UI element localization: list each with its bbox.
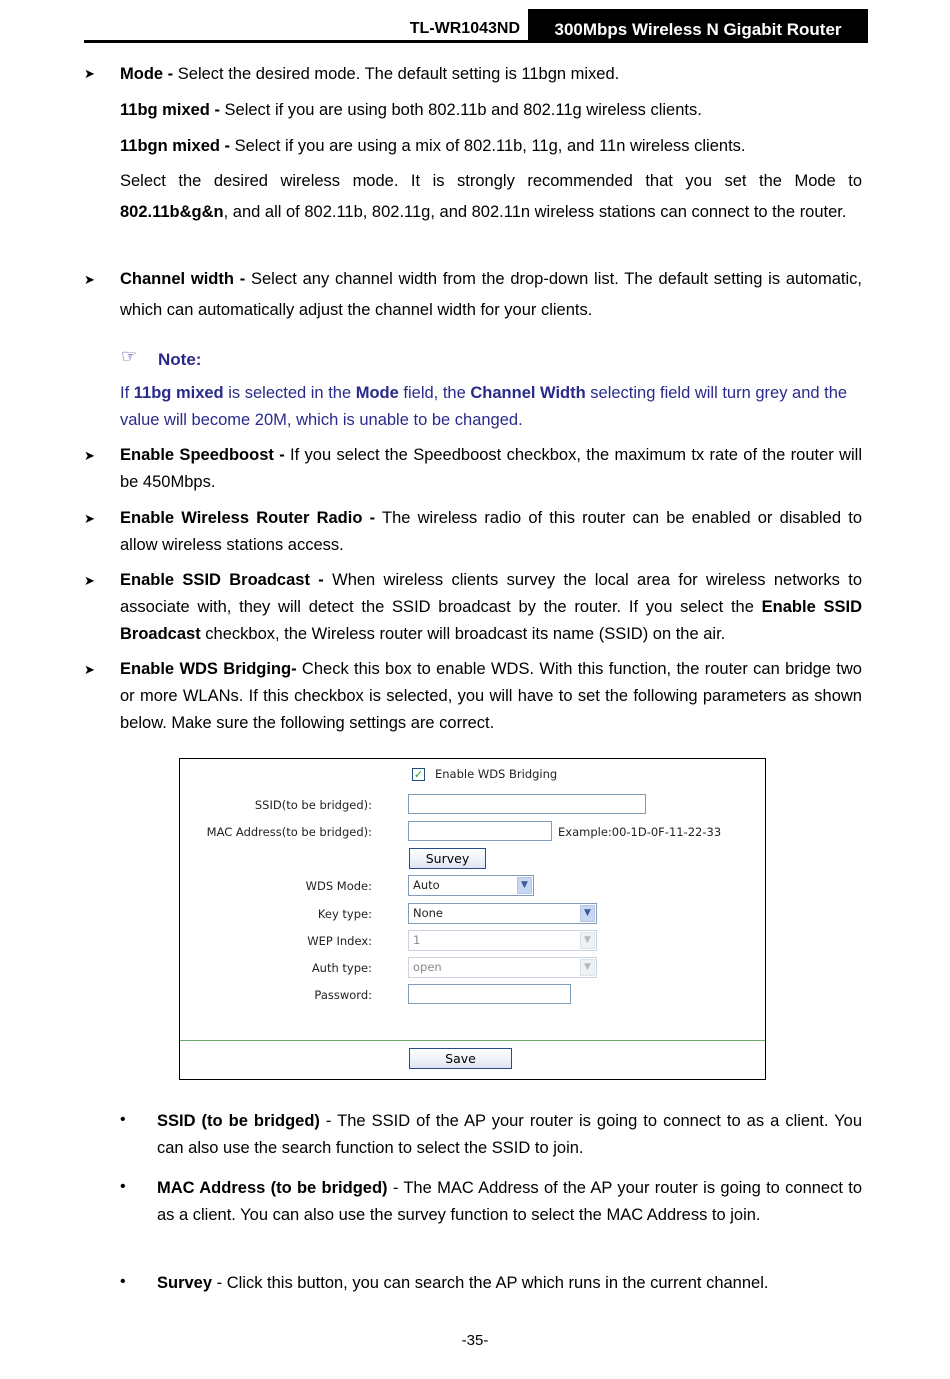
speedboost-paragraph [120,442,862,496]
chevron-down-icon: ▼ [580,905,595,922]
bullet-dot-icon: • [120,1111,126,1128]
ssid-label: SSID(to be bridged): [254,798,372,812]
ssid-bridged-paragraph [157,1108,862,1162]
note-t4: selecting field will turn grey and the value will become 20M, which is unable to be changed. [120,384,848,429]
save-button[interactable]: Save [409,1048,512,1069]
enable-wds-checkbox[interactable]: ✓ [413,768,424,781]
channel-width-text: Select any channel width from the drop-down list. The default setting is automatic, which can automatically adjust the channel width for your clients. [120,270,862,319]
mac-bridged-term: MAC Address (to be bridged) [157,1179,388,1197]
channel-width-paragraph [120,264,862,326]
ssid-broadcast-text2: checkbox, the Wireless router will broadcast its name (SSID) on the air. [200,625,726,643]
mode-rec-text2: , and all of 802.11b, 802.11g, and 802.11n wireless stations can connect to the router. [223,203,847,221]
auth-type-value: open [413,960,442,974]
wep-index-select[interactable] [408,930,597,951]
note-b3: Channel Width [470,384,586,402]
header-product: 300Mbps Wireless N Gigabit Router [528,9,868,40]
chevron-down-icon: ▼ [580,932,595,949]
bullet-arrow-icon: ➤ [84,573,95,588]
bullet-arrow-icon: ➤ [84,66,95,81]
radio-term: Enable Wireless Router Radio - [120,509,376,527]
wds-mode-label: WDS Mode: [305,879,372,893]
wds-paragraph [120,656,862,737]
ssid-broadcast-paragraph [120,567,862,648]
mode-11bg-paragraph [120,97,862,124]
bullet-dot-icon: • [120,1273,126,1290]
password-label: Password: [314,988,372,1002]
note-text [120,380,862,434]
mode-text: Select the desired mode. The default setting is 11bgn mixed. [173,65,620,83]
bullet-arrow-icon: ➤ [84,662,95,677]
wep-index-value: 1 [413,933,421,947]
mode-paragraph [120,61,862,88]
ssid-bridged-term: SSID (to be bridged) [157,1112,320,1130]
mac-example: Example:00-1D-0F-11-22-33 [558,825,722,839]
chevron-down-icon: ▼ [580,959,595,976]
bullet-arrow-icon: ➤ [84,448,95,463]
survey-paragraph [157,1270,862,1297]
mac-input[interactable] [408,821,552,841]
mode-11bgn-paragraph [120,133,862,160]
chevron-down-icon: ▼ [517,877,532,894]
mode-11bgn-term: 11bgn mixed - [120,137,231,155]
form-divider [180,1040,765,1041]
mac-bridged-text: - The MAC Address of the AP your router is going to connect to as a client. You can also use the survey function to select the MAC Address to join. [157,1179,862,1224]
page-number: -35- [461,1332,489,1349]
wds-mode-select[interactable] [408,875,534,896]
mode-recommendation [120,166,862,228]
key-type-value: None [413,906,444,920]
note-b2: Mode [355,384,399,402]
note-t3: field, the [398,384,471,402]
key-type-select[interactable] [408,903,597,924]
mac-bridged-paragraph [157,1175,862,1229]
wep-index-label: WEP Index: [307,934,372,948]
note-t2: is selected in the [223,384,356,402]
bullet-dot-icon: • [120,1178,126,1195]
auth-type-select[interactable] [408,957,597,978]
key-type-label: Key type: [317,907,372,921]
bullet-arrow-icon: ➤ [84,272,95,287]
mode-rec-bold: 802.11b&g&n [120,203,224,221]
wds-text: Check this box to enable WDS. With this function, the router can bridge two or more WLANs. If this checkbox is selected, you will have to set the following parameters as shown below. Make sure the following settings are correct. [120,660,862,732]
password-input[interactable] [408,984,571,1004]
wds-mode-value: Auto [413,878,440,892]
survey-button[interactable]: Survey [409,848,486,869]
mode-11bg-text: Select if you are using both 802.11b and 802.11g wireless clients. [219,101,702,119]
enable-wds-label: Enable WDS Bridging [435,767,558,781]
wds-term: Enable WDS Bridging- [120,660,297,678]
radio-paragraph [120,505,862,559]
ssid-bridged-text: - The SSID of the AP your router is going to connect to as a client. You can also use the search function to select the SSID to join. [157,1112,862,1157]
speedboost-text: If you select the Speedboost checkbox, the maximum tx rate of the router will be 450Mbps. [120,446,863,491]
ssid-broadcast-bold: Enable SSID Broadcast [120,598,862,643]
page-header [84,9,868,43]
channel-width-term: Channel width - [120,270,246,288]
wds-settings-screenshot [179,758,766,1080]
header-model: TL-WR1043ND [409,20,520,37]
pointing-hand-icon: ☞ [121,346,138,366]
bullet-arrow-icon: ➤ [84,511,95,526]
mode-11bg-term: 11bg mixed - [120,101,220,119]
auth-type-label: Auth type: [311,961,372,975]
mac-label: MAC Address(to be bridged): [206,825,372,839]
note-b1: 11bg mixed [133,384,224,402]
speedboost-term: Enable Speedboost - [120,446,285,464]
note-t1: If [120,384,134,402]
ssid-broadcast-text1: When wireless clients survey the local area for wireless networks to associate with, they will detect the SSID broadcast by the router. If you select the [120,571,862,616]
mode-rec-text1: Select the desired wireless mode. It is strongly recommended that you set the Mode to [120,172,862,190]
survey-term: Survey [157,1274,213,1292]
ssid-broadcast-term: Enable SSID Broadcast - [120,571,324,589]
mode-term: Mode - [120,65,174,83]
survey-text: - Click this button, you can search the AP which runs in the current channel. [212,1274,769,1292]
mode-11bgn-text: Select if you are using a mix of 802.11b, 11g, and 11n wireless clients. [230,137,746,155]
note-title: Note: [158,350,202,369]
ssid-input[interactable] [408,794,646,814]
radio-text: The wireless radio of this router can be enabled or disabled to allow wireless stations access. [120,509,863,554]
